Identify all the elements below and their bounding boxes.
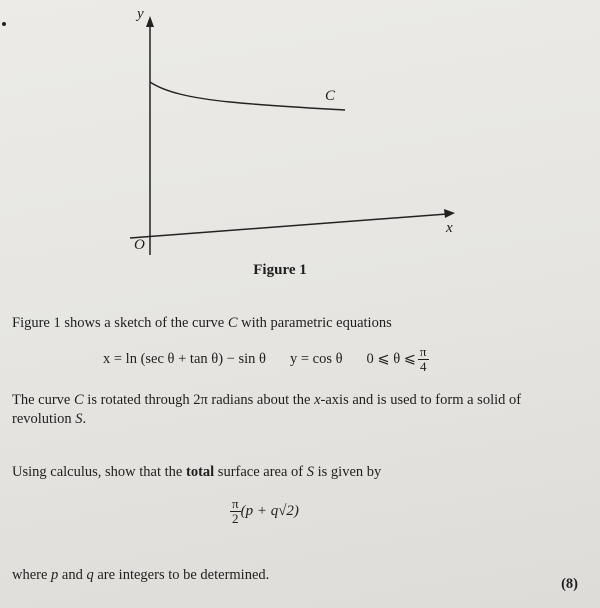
- conclusion-p-symbol: p: [51, 567, 59, 583]
- paragraph-rotation: [12, 391, 587, 429]
- task-text-c: is given by: [314, 464, 382, 480]
- equation-y: y = cos θ: [289, 351, 343, 367]
- y-axis-label: y: [137, 6, 144, 22]
- task-text-a: Using calculus, show that the: [12, 464, 186, 480]
- rotation-solid-symbol: S: [75, 411, 83, 427]
- surface-area-expression: [228, 497, 299, 526]
- y-axis-arrow-icon: [146, 16, 154, 27]
- conclusion-text-b: and: [58, 567, 87, 583]
- rotation-x-symbol: x: [314, 392, 321, 408]
- range-fraction-denominator: 4: [419, 359, 427, 374]
- rotation-curve-symbol: C: [74, 392, 84, 408]
- conclusion-q-symbol: q: [86, 567, 94, 583]
- intro-text-a: Figure 1 shows a sketch of the curve: [12, 315, 228, 331]
- marks-badge: (8): [561, 576, 578, 592]
- answer-fraction: [230, 497, 241, 526]
- task-solid-symbol: S: [306, 464, 314, 480]
- intro-curve-symbol: C: [227, 315, 238, 331]
- x-axis-label: x: [446, 220, 453, 236]
- answer-fraction-numerator: π: [232, 496, 239, 511]
- intro-text-b: with parametric equations: [237, 315, 392, 331]
- range-fraction-numerator: π: [419, 344, 427, 359]
- figure-1-sketch: [0, 0, 600, 260]
- paragraph-conclusion: [12, 566, 269, 585]
- rotation-text-a: The curve: [12, 392, 74, 408]
- conclusion-text-a: where: [12, 567, 52, 583]
- conclusion-text-c: are integers to be determined.: [93, 567, 270, 583]
- rotation-text-d: -axis and is used to form a solid of: [320, 392, 522, 408]
- range-fraction: [418, 345, 429, 374]
- x-axis: [130, 214, 447, 238]
- equation-x: x = ln (sec θ + tan θ) − sin θ: [103, 351, 266, 367]
- answer-body: (p + q√2): [240, 503, 299, 519]
- equation-range: 0 ⩽ θ ⩽: [366, 351, 416, 367]
- task-text-b: surface area of: [214, 464, 307, 480]
- x-axis-arrow-icon: [444, 209, 455, 218]
- figure-caption: Figure 1: [253, 262, 307, 278]
- rotation-text-e: revolution: [12, 411, 76, 427]
- answer-fraction-denominator: 2: [232, 511, 239, 526]
- curve-label: C: [325, 88, 336, 104]
- rotation-text-b: is rotated through 2π radians about the: [83, 392, 315, 408]
- curve-c: [150, 82, 345, 110]
- paragraph-intro: [12, 314, 392, 333]
- parametric-equations: [103, 345, 429, 374]
- paragraph-task: [12, 463, 381, 482]
- rotation-text-f: .: [82, 411, 87, 427]
- origin-label: O: [134, 237, 145, 253]
- task-bold-word: total: [185, 464, 215, 480]
